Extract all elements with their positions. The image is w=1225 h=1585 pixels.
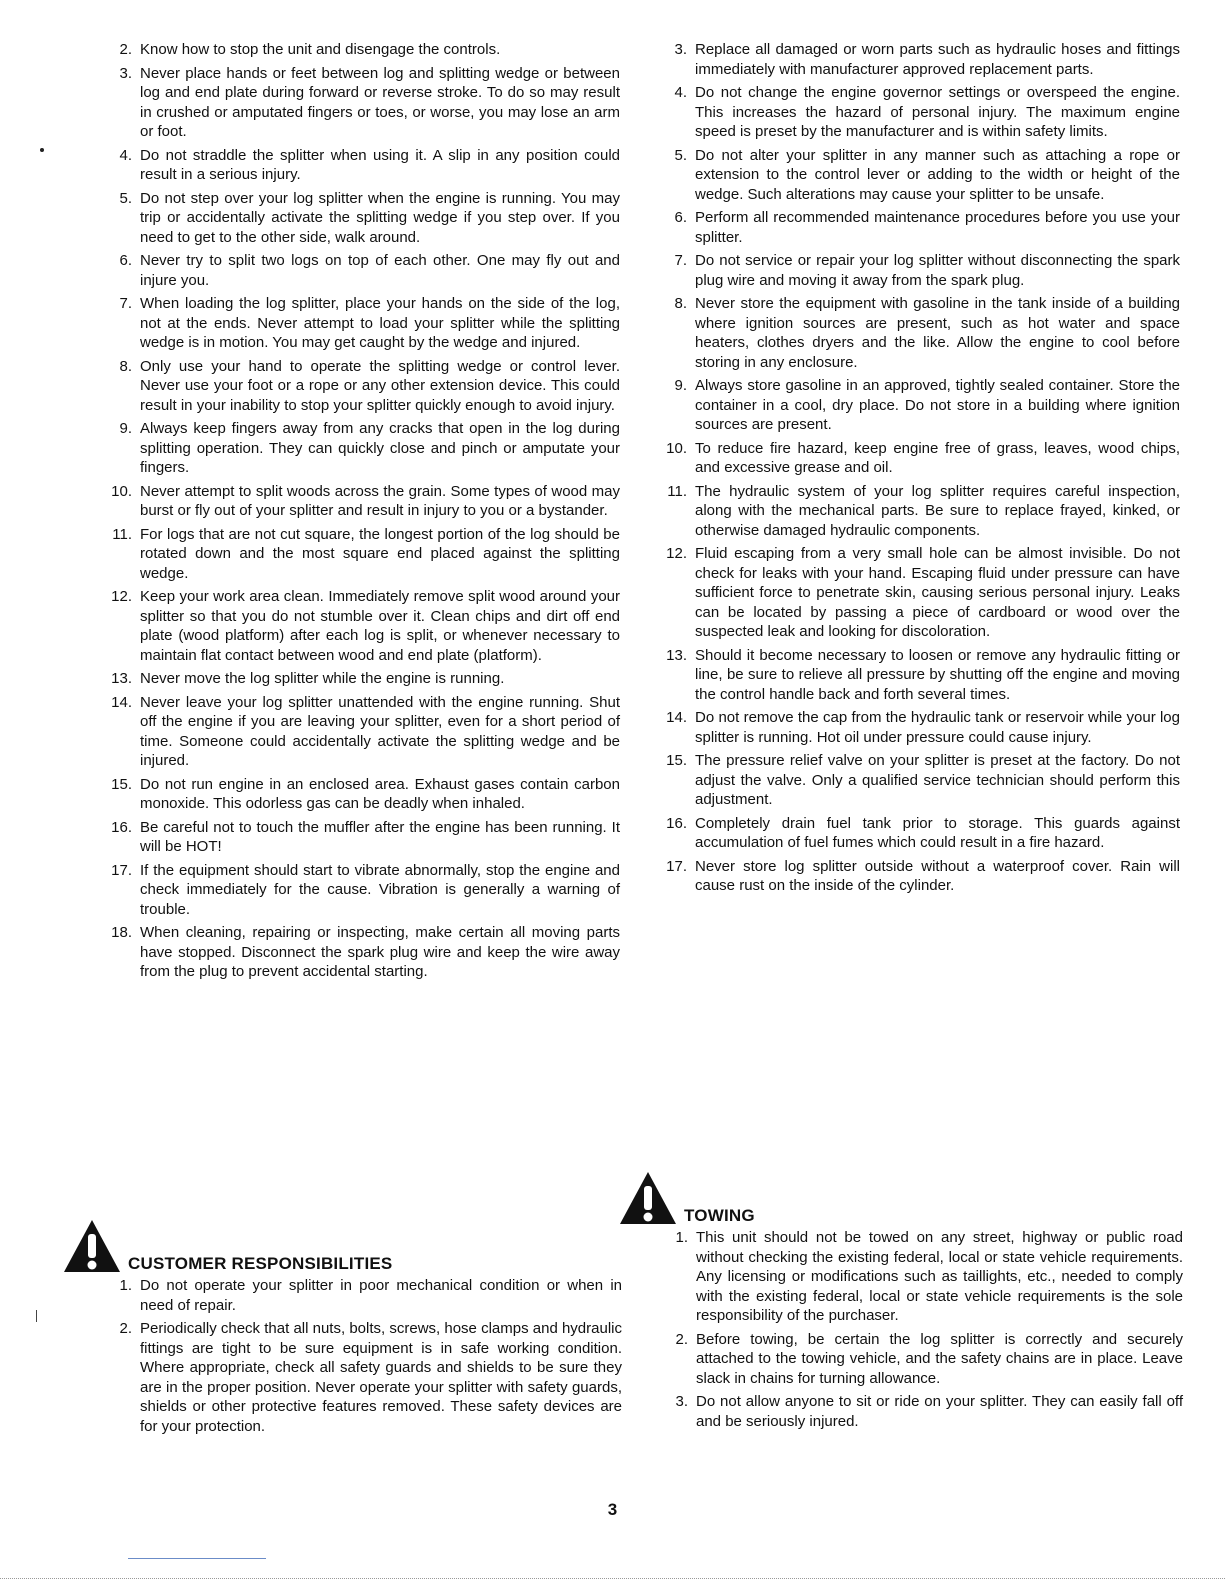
list-item [655, 544, 1180, 642]
list-item [100, 693, 620, 771]
stray-dot [40, 148, 44, 152]
list-item [656, 1330, 1183, 1389]
left-column [100, 40, 620, 986]
list-item [100, 775, 620, 814]
list-item [655, 251, 1180, 290]
item-text: Never store the equipment with gasoline in the tank inside of a building where ignition sources are present, such as hot water and space heaters, clothes dryers and the like. Allow the engine to cool before storing in any enclosure. [695, 295, 1180, 371]
item-number: 3. [119, 64, 132, 82]
list-item [656, 1392, 1183, 1431]
item-number: 18. [111, 924, 132, 941]
list-item [656, 1228, 1183, 1326]
footer-rule [0, 1578, 1225, 1579]
item-number: 16. [666, 814, 687, 832]
item-number: 13. [666, 646, 687, 664]
item-number: 13. [111, 670, 132, 687]
item-number: 2. [675, 1330, 688, 1348]
item-text: Do not straddle the splitter when using it. A slip in any position could result in a serious injury. [140, 146, 620, 183]
list-item [655, 294, 1180, 372]
page-number: 3 [607, 1500, 618, 1519]
list-item [655, 814, 1180, 853]
item-number: 12. [111, 588, 132, 605]
item-number: 8. [119, 357, 132, 375]
item-number: 7. [119, 295, 132, 312]
item-number: 2. [119, 41, 132, 58]
item-number: 7. [674, 252, 687, 269]
item-number: 5. [674, 146, 687, 164]
item-text: Should it become necessary to loosen or remove any hydraulic fitting or line, be sure to relieve all pressure by shutting off the engine and moving the control handle back and forth several times. [695, 646, 1180, 703]
item-text: This unit should not be towed on any street, highway or public road without checking the existing federal, local or state vehicle requirements. Any licensing or modifications such as taillights, etc., needed to comply with the existing federal, local or state vehicle requirements is the sole responsibility of the purchaser. [696, 1229, 1183, 1324]
footer-link-line [128, 1558, 266, 1559]
item-text: Do not allow anyone to sit or ride on your splitter. They can easily fall off and be seriously injured. [696, 1393, 1183, 1430]
list-item [655, 857, 1180, 896]
list-item [100, 251, 620, 290]
item-number: 14. [666, 709, 687, 726]
list-item [655, 146, 1180, 205]
customer-responsibilities-header [62, 1218, 622, 1274]
item-text: Completely drain fuel tank prior to storage. This guards against accumulation of fuel fumes which could result in a fire hazard. [695, 814, 1180, 851]
item-text: Do not run engine in an enclosed area. Exhaust gases contain carbon monoxide. This odorless gas can be deadly when inhaled. [140, 775, 620, 812]
item-number: 8. [674, 295, 687, 312]
list-item [100, 818, 620, 857]
item-number: 1. [119, 1277, 132, 1294]
customer-responsibilities-section [62, 1218, 622, 1440]
item-number: 10. [666, 439, 687, 457]
item-text: Never leave your log splitter unattended with the engine running. Shut off the engine if you are leaving your splitter, even for a short period of time. Someone could accidentally activate the splitting wedge and be injured. [140, 693, 620, 769]
item-number: 11. [667, 482, 687, 500]
list-item [655, 83, 1180, 142]
list-item [655, 40, 1180, 79]
item-number: 9. [119, 420, 132, 437]
item-text: Be careful not to touch the muffler after the engine has been running. It will be HOT! [140, 818, 620, 855]
towing-title: TOWING [684, 1206, 755, 1225]
item-text: When cleaning, repairing or inspecting, make certain all moving parts have stopped. Disconnect the spark plug wire and keep the wire away from the plug to prevent accidental starting. [140, 924, 620, 980]
list-item [100, 525, 620, 584]
item-number: 17. [666, 857, 687, 875]
item-text: Know how to stop the unit and disengage the controls. [140, 41, 501, 58]
list-item [100, 294, 620, 353]
item-text: Do not remove the cap from the hydraulic tank or reservoir while your log splitter is running. Hot oil under pressure could cause injury. [695, 709, 1180, 746]
item-number: 5. [119, 189, 132, 207]
list-item [100, 357, 620, 416]
list-item [655, 708, 1180, 747]
item-text: To reduce fire hazard, keep engine free of grass, leaves, wood chips, and excessive grease and oil. [695, 439, 1180, 476]
item-text: Never place hands or feet between log and splitting wedge or between log and end plate during forward or reverse stroke. To do so may result in crushed or amputated fingers or toes, or worse, you may lose an arm or foot. [140, 64, 620, 140]
item-text: Do not step over your log splitter when the engine is running. You may trip or accidentally activate the splitting wedge if you step over. If you need to get to the other side, walk around. [140, 189, 620, 246]
list-item [100, 419, 620, 478]
list-item [100, 587, 620, 665]
item-text: Do not change the engine governor settings or overspeed the engine. This increases the hazard of personal injury. The maximum engine speed is preset by the manufacturer and is within safety limits. [695, 84, 1180, 140]
list-item [100, 40, 620, 60]
list-item [100, 861, 620, 920]
item-number: 16. [111, 818, 132, 836]
item-text: If the equipment should start to vibrate abnormally, stop the engine and check immediately for the cause. Vibration is generally a warning of trouble. [140, 861, 620, 918]
list-item [100, 923, 620, 982]
right-safety-list [655, 40, 1180, 896]
towing-list [656, 1228, 1183, 1431]
item-text: Fluid escaping from a very small hole can be almost invisible. Do not check for leaks with your hand. Escaping fluid under pressure can have sufficient force to penetrate skin, causing serious personal injury. Leaks can be located by passing a piece of cardboard or wood over the suspected leak and looking for discoloration. [695, 545, 1180, 640]
warning-triangle-icon [618, 1170, 678, 1226]
item-text: Never attempt to split woods across the grain. Some types of wood may burst or fly out of your splitter and result in injury to you or a bystander. [140, 482, 620, 519]
item-number: 4. [119, 146, 132, 164]
item-text: Do not alter your splitter in any manner such as attaching a rope or extension to the control lever or adding to the width or height of the wedge. Such alterations may cause your splitter to be unsafe. [695, 146, 1180, 203]
list-item [100, 669, 620, 689]
item-text: Replace all damaged or worn parts such as hydraulic hoses and fittings immediately with manufacturer approved replacement parts. [695, 41, 1180, 78]
list-item [100, 1319, 622, 1436]
item-number: 15. [666, 752, 687, 769]
list-item [100, 1276, 622, 1315]
item-text: When loading the log splitter, place your hands on the side of the log, not at the ends. Never attempt to load your splitter while the splitting wedge is in motion. You may get caught by the wedge and injured. [140, 295, 620, 351]
item-number: 4. [674, 84, 687, 101]
item-number: 1. [675, 1229, 688, 1246]
item-number: 9. [674, 377, 687, 394]
item-number: 3. [674, 41, 687, 58]
list-item [100, 146, 620, 185]
item-text: Keep your work area clean. Immediately remove split wood around your splitter so that you do not stumble over it. Clean chips and dirt off end plate (wood platform) after each log is split, or whenever necessary to maintain flat contact between wood and end plate (platform). [140, 588, 620, 664]
list-item [655, 482, 1180, 541]
item-text: Never store log splitter outside without a waterproof cover. Rain will cause rust on the inside of the cylinder. [695, 857, 1180, 894]
item-number: 15. [111, 775, 132, 793]
stray-mark [36, 1310, 37, 1322]
towing-header [618, 1170, 1183, 1226]
left-safety-list [100, 40, 620, 982]
item-number: 2. [119, 1320, 132, 1337]
item-text: Do not service or repair your log splitter without disconnecting the spark plug wire and moving it away from the spark plug. [695, 252, 1180, 289]
item-number: 6. [674, 209, 687, 226]
item-text: Perform all recommended maintenance procedures before you use your splitter. [695, 209, 1180, 246]
customer-responsibilities-title: CUSTOMER RESPONSIBILITIES [128, 1254, 393, 1273]
item-text: Never move the log splitter while the engine is running. [140, 670, 505, 687]
right-column [655, 40, 1180, 900]
item-text: For logs that are not cut square, the longest portion of the log should be rotated down and the most square end placed against the splitting wedge. [140, 525, 620, 582]
item-text: Before towing, be certain the log splitter is correctly and securely attached to the towing vehicle, and the safety chains are in place. Leave slack in chains for turning allowance. [696, 1330, 1183, 1387]
item-text: Do not operate your splitter in poor mechanical condition or when in need of repair. [140, 1277, 622, 1314]
list-item [655, 439, 1180, 478]
item-text: Periodically check that all nuts, bolts, screws, hose clamps and hydraulic fittings are tight to be sure equipment is in safe working condition. Where appropriate, check all safety guards and shields to be sure they are in the proper position. Never operate your splitter with safety guards, shields or other protective features removed. These safety devices are for your protection. [140, 1320, 622, 1435]
item-number: 10. [111, 482, 132, 500]
item-text: The pressure relief valve on your splitter is preset at the factory. Do not adjust the valve. Only a qualified service technician should perform this adjustment. [695, 752, 1180, 808]
list-item [655, 646, 1180, 705]
item-number: 14. [111, 693, 132, 711]
item-number: 11. [112, 525, 132, 543]
item-text: Only use your hand to operate the splitting wedge or control lever. Never use your foot or a rope or any other extension device. This could result in your inability to stop your splitter quickly enough to avoid injury. [140, 357, 620, 414]
list-item [100, 482, 620, 521]
item-text: Always store gasoline in an approved, tightly sealed container. Store the container in a cool, dry place. Do not store in a building where ignition sources are present. [695, 377, 1180, 433]
item-number: 12. [666, 545, 687, 562]
list-item [655, 376, 1180, 435]
list-item [655, 751, 1180, 810]
list-item [100, 64, 620, 142]
item-text: The hydraulic system of your log splitter requires careful inspection, along with the mechanical parts. Be sure to replace frayed, kinked, or otherwise damaged hydraulic components. [695, 482, 1180, 539]
item-number: 3. [675, 1393, 688, 1410]
warning-triangle-icon [62, 1218, 122, 1274]
towing-section [618, 1170, 1183, 1435]
item-number: 17. [111, 861, 132, 879]
list-item [655, 208, 1180, 247]
item-text: Always keep fingers away from any cracks that open in the log during splitting operation. They can quickly close and pinch or amputate your fingers. [140, 420, 620, 476]
item-number: 6. [119, 252, 132, 269]
item-text: Never try to split two logs on top of each other. One may fly out and injure you. [140, 252, 620, 289]
customer-responsibilities-list [100, 1276, 622, 1436]
list-item [100, 189, 620, 248]
